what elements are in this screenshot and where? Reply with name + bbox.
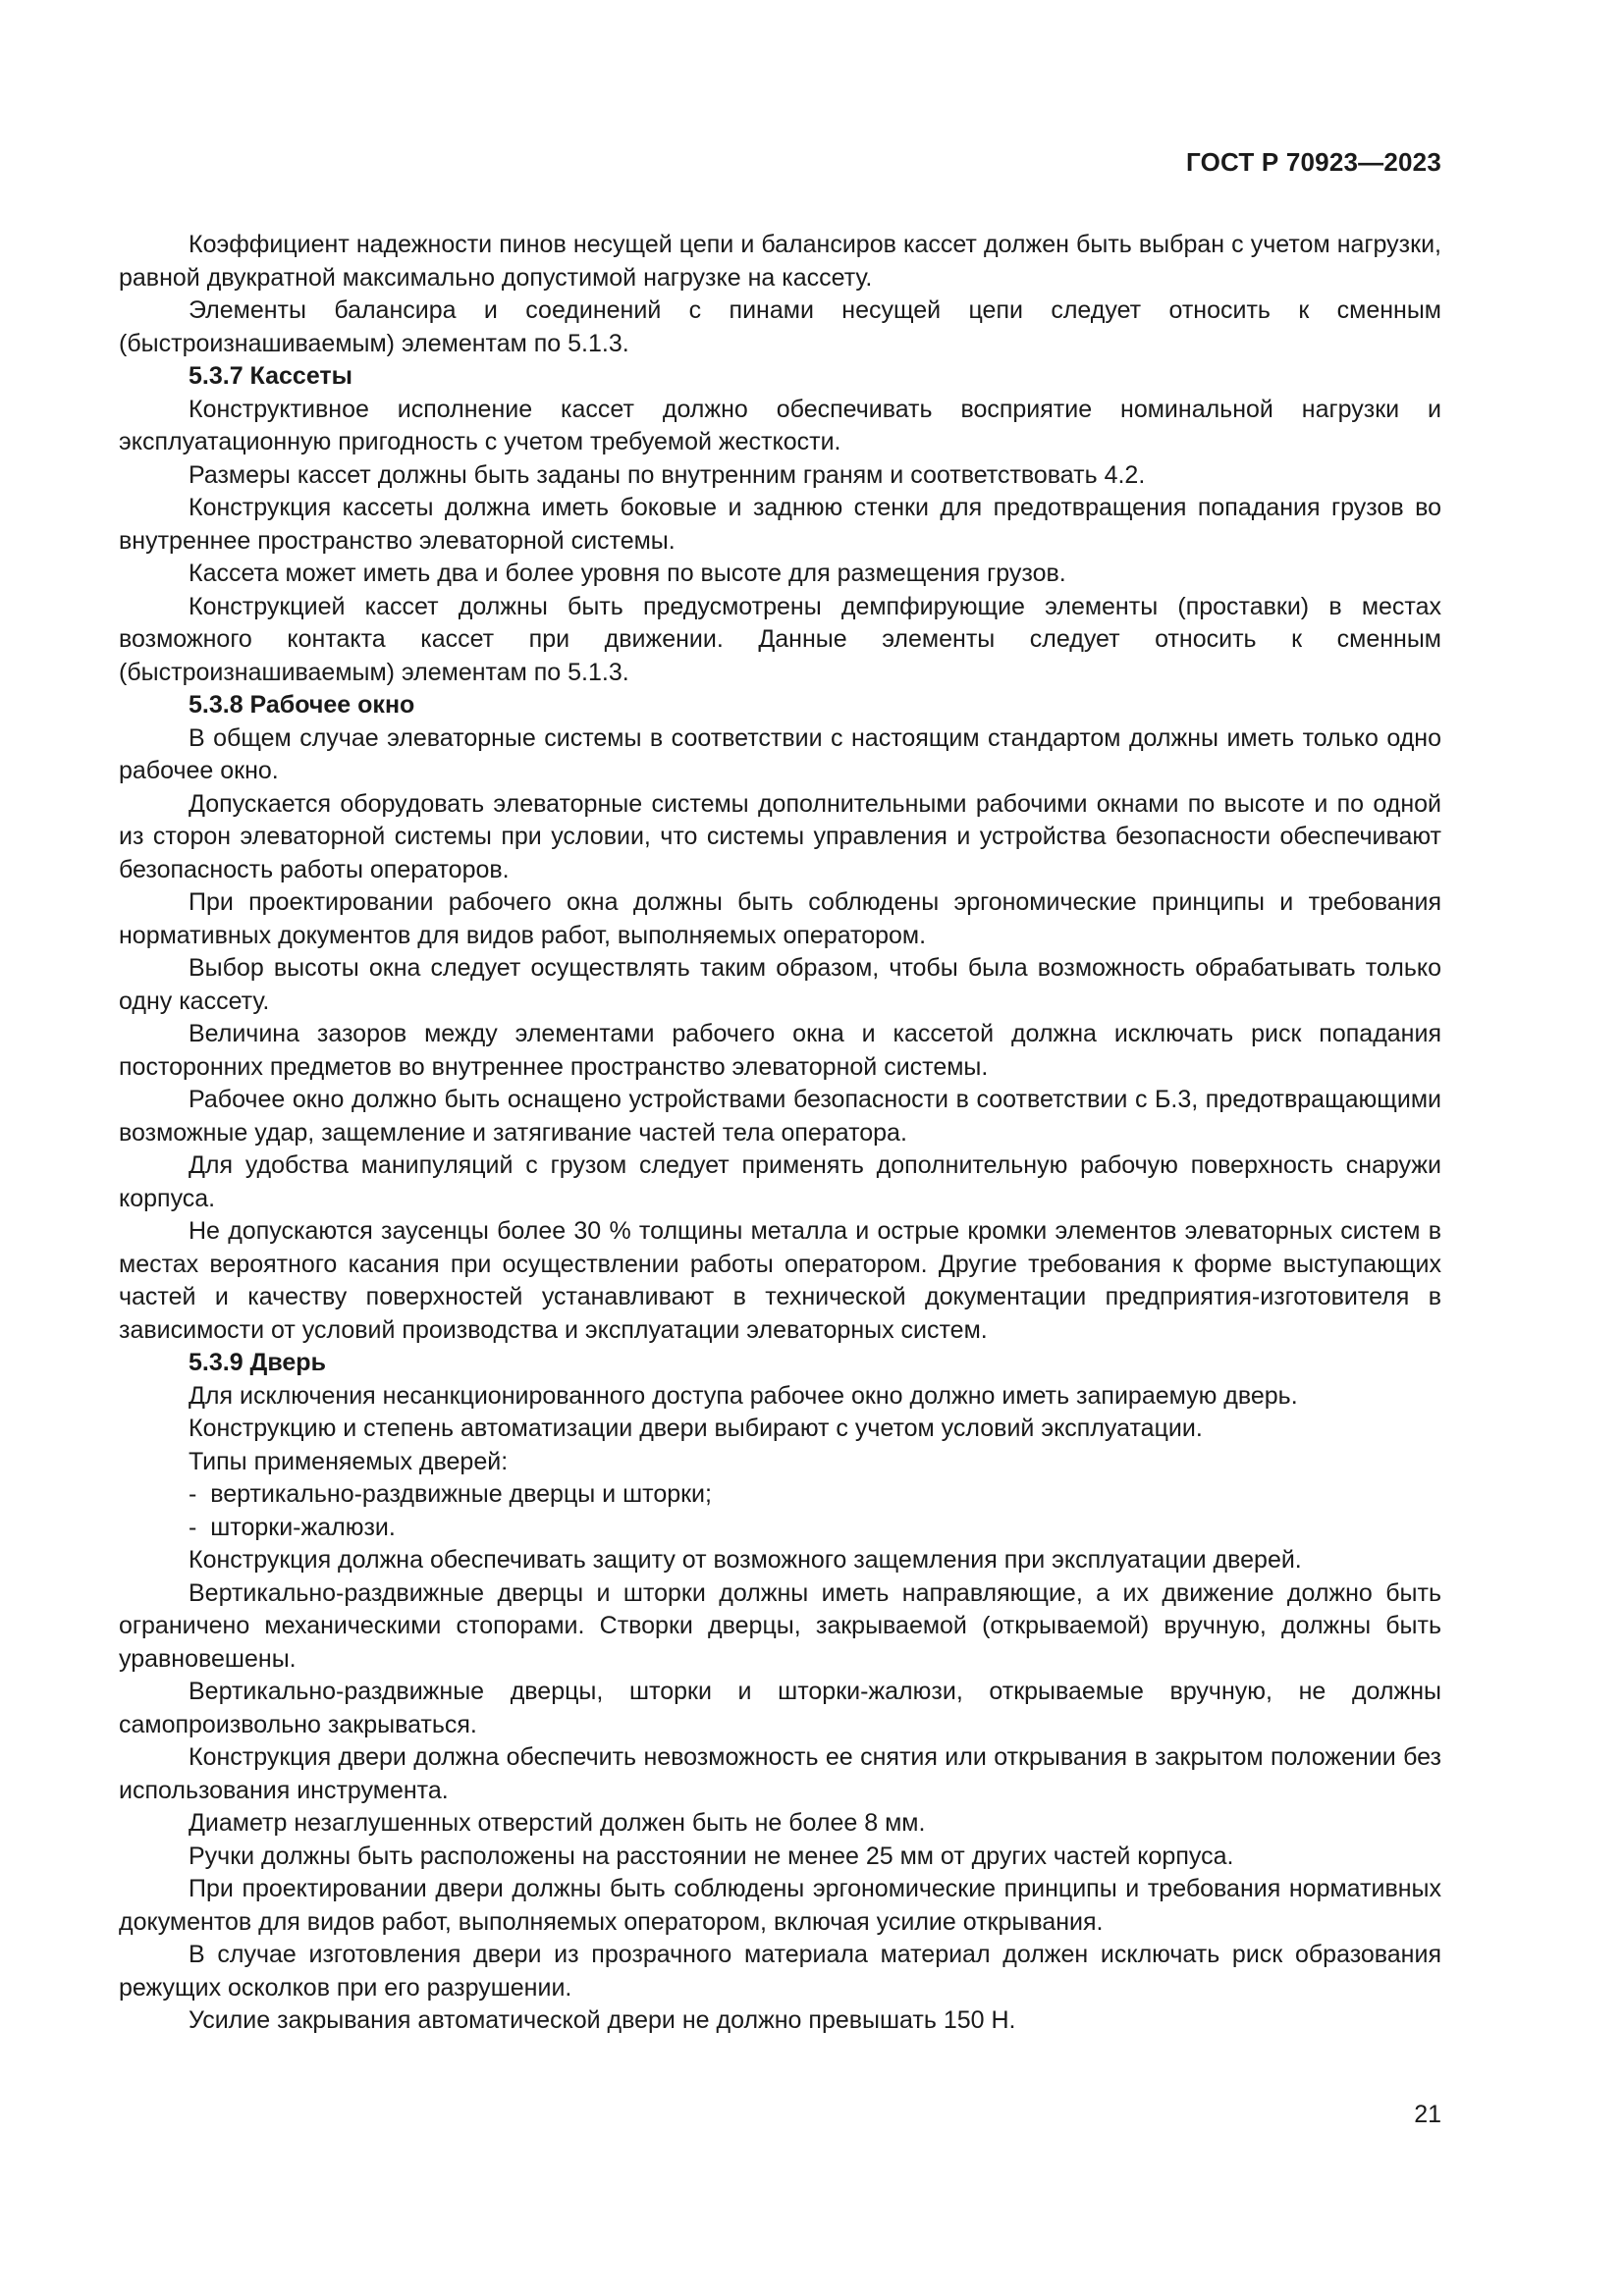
page-number: 21 xyxy=(1414,2101,1441,2128)
paragraph: Допускается оборудовать элеваторные системы дополнительными рабочими окнами по высоте и по одной из сторон элеваторной системы при условии, что системы управления и устройства безопасности обеспечивают безопасность работы операторов. xyxy=(119,789,1441,883)
paragraph: Конструкция должна обеспечивать защиту от возможного защемления при эксплуатации дверей. xyxy=(189,1546,1302,1574)
section-heading-5-3-9: 5.3.9 Дверь xyxy=(189,1349,326,1376)
paragraph: Конструкция кассеты должна иметь боковые и заднюю стенки для предотвращения попадания грузов во внутреннее пространство элеваторной системы. xyxy=(119,494,1441,555)
paragraph: Величина зазоров между элементами рабочего окна и кассетой должна исключать риск попадания посторонних предметов во внутреннее пространство элеваторной системы. xyxy=(119,1020,1441,1081)
paragraph: Вертикально-раздвижные дверцы и шторки должны иметь направляющие, а их движение должно быть ограничено механическими стопорами. Створки дверцы, закрываемой (открываемой) вручную, должны быть уравновешены. xyxy=(119,1578,1441,1673)
paragraph: Размеры кассет должны быть заданы по внутренним граням и соответствовать 4.2. xyxy=(189,460,1146,489)
paragraph: Кассета может иметь два и более уровня по высоте для размещения грузов. xyxy=(189,560,1066,587)
page-body xyxy=(119,229,1441,2038)
paragraph: Усилие закрывания автоматической двери не должно превышать 150 Н. xyxy=(189,2006,1016,2034)
paragraph: Диаметр незаглушенных отверстий должен быть не более 8 мм. xyxy=(189,1809,926,1837)
section-heading-5-3-8: 5.3.8 Рабочее окно xyxy=(189,691,415,719)
paragraph: Конструкцией кассет должны быть предусмотрены демпфирующие элементы (проставки) в местах возможного контакта кассет при движении. Данные элементы следует относить к сменным (быстроизнашиваемым) элементам по 5.1.3. xyxy=(119,592,1441,686)
paragraph: При проектировании двери должны быть соблюдены эргономические принципы и требования нормативных документов для видов работ, выполняемых оператором, включая усилие открывания. xyxy=(119,1875,1441,1936)
paragraph: В случае изготовления двери из прозрачного материала материал должен исключать риск образования режущих осколков при его разрушении. xyxy=(119,1941,1441,2002)
list-item: - вертикально-раздвижные дверцы и шторки; xyxy=(189,1480,712,1508)
paragraph: Вертикально-раздвижные дверцы, шторки и шторки-жалюзи, открываемые вручную, не должны самопроизвольно закрываться. xyxy=(119,1678,1441,1738)
list-item: - шторки-жалюзи. xyxy=(189,1513,396,1541)
paragraph: Не допускаются заусенцы более 30 % толщины металла и острые кромки элементов элеваторных систем в местах вероятного касания при осуществлении работы оператором. Другие требования к форме выступающих частей и качеству поверхностей устанавливают в технической документации предприятия-изготовителя в зависимости от условий производства и эксплуатации элеваторных систем. xyxy=(119,1217,1441,1344)
paragraph: Элементы балансира и соединений с пинами несущей цепи следует относить к сменным (быстроизнашиваемым) элементам по 5.1.3. xyxy=(119,296,1441,357)
paragraph: Выбор высоты окна следует осуществлять таким образом, чтобы была возможность обрабатывать только одну кассету. xyxy=(119,954,1441,1015)
paragraph: Для исключения несанкционированного доступа рабочее окно должно иметь запираемую дверь. xyxy=(189,1381,1298,1410)
paragraph: Коэффициент надежности пинов несущей цепи и балансиров кассет должен быть выбран с учетом нагрузки, равной двукратной максимально допустимой нагрузке на кассету. xyxy=(119,231,1441,292)
paragraph: Конструкцию и степень автоматизации двери выбирают с учетом условий эксплуатации. xyxy=(189,1415,1203,1442)
paragraph: Для удобства манипуляций с грузом следует применять дополнительную рабочую поверхность снаружи корпуса. xyxy=(119,1151,1441,1212)
paragraph: Рабочее окно должно быть оснащено устройствами безопасности в соответствии с Б.3, предотвращающими возможные удар, защемление и затягивание частей тела оператора. xyxy=(119,1086,1441,1147)
paragraph: Типы применяемых дверей: xyxy=(189,1447,509,1475)
paragraph: Ручки должны быть расположены на расстоянии не менее 25 мм от других частей корпуса. xyxy=(189,1842,1234,1870)
paragraph: Конструктивное исполнение кассет должно обеспечивать восприятие номинальной нагрузки и эксплуатационную пригодность с учетом требуемой жесткости. xyxy=(119,395,1441,455)
paragraph: При проектировании рабочего окна должны быть соблюдены эргономические принципы и требования нормативных документов для видов работ, выполняемых оператором. xyxy=(119,888,1441,949)
paragraph: В общем случае элеваторные системы в соответствии с настоящим стандартом должны иметь только одно рабочее окно. xyxy=(119,723,1441,784)
section-heading-5-3-7: 5.3.7 Кассеты xyxy=(189,362,352,390)
document-code: ГОСТ Р 70923—2023 xyxy=(1186,147,1441,177)
paragraph: Конструкция двери должна обеспечить невозможность ее снятия или открывания в закрытом положении без использования инструмента. xyxy=(119,1743,1441,1804)
